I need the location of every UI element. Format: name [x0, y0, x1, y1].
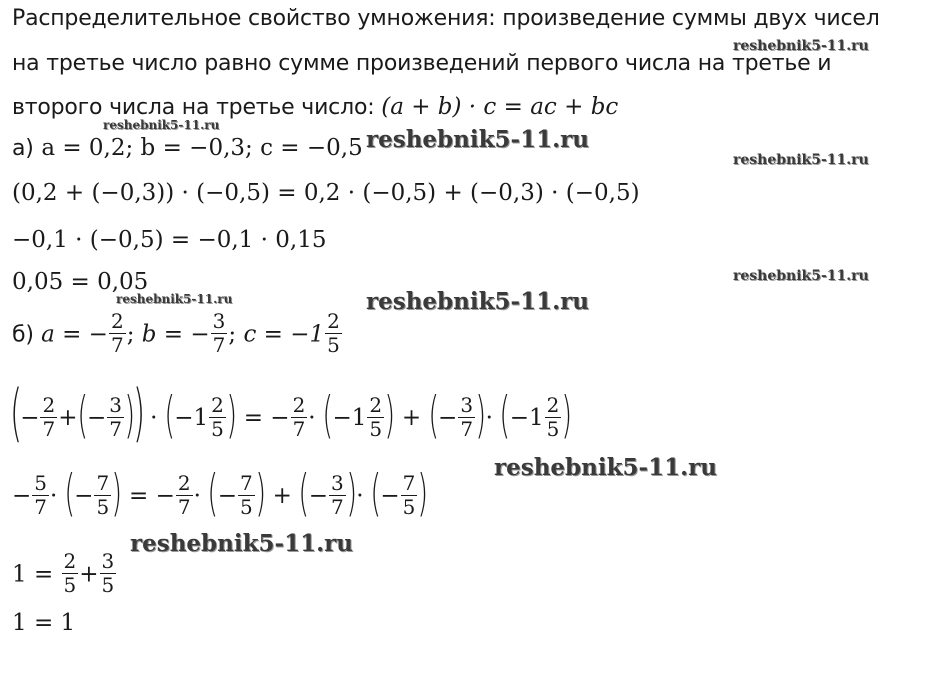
part-a-label: а) — [12, 136, 34, 161]
part-b-c: c = −1 — [243, 321, 325, 348]
watermark: reshebnik5-11.ru — [366, 288, 589, 315]
part-b-equation-2: − $\frac{5}{7}$ · (− $\frac{7}{5}$ ) = − $\frac{2}{7}$ · (− $\frac{7}{5}$ ) + (− $\frac{3}{7}$ )· (− $\frac{7}{5}$ ) — [12, 464, 429, 522]
fraction: $\frac{2}{5}$ — [327, 309, 340, 357]
part-a-values: a = 0,2; b = −0,3; c = −0,5 — [41, 135, 363, 161]
fraction: $\frac{2}{7}$ — [292, 392, 306, 441]
fraction: $\frac{5}{7}$ — [34, 470, 48, 519]
fraction: $\frac{7}{5}$ — [402, 470, 416, 519]
fraction: $\frac{3}{7}$ — [212, 309, 226, 357]
fraction: $\frac{3}{7}$ — [330, 470, 344, 519]
watermark: reshebnik5-11.ru — [494, 454, 717, 481]
fraction: $\frac{7}{5}$ — [240, 470, 253, 519]
watermark: reshebnik5-11.ru — [103, 118, 220, 132]
fraction: $\frac{3}{5}$ — [101, 549, 115, 597]
part-a-equation-3: 0,05 = 0,05 — [12, 269, 149, 295]
fraction: $\frac{2}{5}$ — [211, 392, 224, 441]
watermark: reshebnik5-11.ru — [733, 152, 869, 168]
part-b-final: 1 = 1 — [12, 610, 76, 636]
fraction: $\frac{2}{7}$ — [177, 470, 191, 519]
fraction: $\frac{3}{7}$ — [109, 392, 123, 441]
fraction: $\frac{3}{7}$ — [460, 392, 474, 441]
fraction: $\frac{7}{5}$ — [96, 470, 110, 519]
fraction: $\frac{2}{7}$ — [110, 309, 124, 357]
part-a-given — [12, 132, 363, 164]
intro-line-2: на третье число равно сумме произведений первого числа на третье и — [12, 51, 832, 76]
watermark: reshebnik5-11.ru — [733, 268, 869, 284]
watermark: reshebnik5-11.ru — [366, 126, 589, 153]
watermark: reshebnik5-11.ru — [733, 38, 869, 54]
part-b-a: a = − — [41, 321, 108, 348]
distributive-formula: (a + b) · c = ac + bc — [381, 94, 619, 120]
part-b-b: b = − — [141, 321, 210, 348]
fraction: $\frac{2}{5}$ — [546, 392, 560, 441]
intro-line-1: Распределительное свойство умножения: произведение суммы двух чисел — [12, 6, 880, 31]
fraction: $\frac{2}{5}$ — [63, 549, 77, 597]
intro-line-3-text: второго числа на третье число: — [12, 95, 382, 120]
part-b-equation-1: (− $\frac{2}{7}$ +(− $\frac{3}{7}$ )) · (−1 $\frac{2}{5}$ ) = − $\frac{2}{7}$ · (−1 $\frac{2}{5}$ ) + (− $\frac{3}{7}$ )· (−1 $\frac{2}{5}$ ) — [10, 376, 573, 449]
part-b-equation-3: 1 = $\frac{2}{5}$ + $\frac{3}{5}$ — [12, 549, 115, 597]
watermark: reshebnik5-11.ru — [130, 530, 353, 557]
fraction: $\frac{2}{5}$ — [369, 392, 383, 441]
part-b-given: б) a = − $\frac{2}{7}$ ; b = − $\frac{3}{7}$ ; c = −1 $\frac{2}{5}$ — [12, 309, 340, 357]
part-a-equation-2: −0,1 · (−0,5) = −0,1 · 0,15 — [12, 227, 327, 253]
part-a-equation-1: (0,2 + (−0,3)) · (−0,5) = 0,2 · (−0,5) + (−0,3) · (−0,5) — [12, 180, 640, 206]
part-b-label: б) — [12, 322, 34, 348]
fraction: $\frac{2}{7}$ — [42, 392, 56, 441]
watermark: reshebnik5-11.ru — [116, 292, 233, 306]
